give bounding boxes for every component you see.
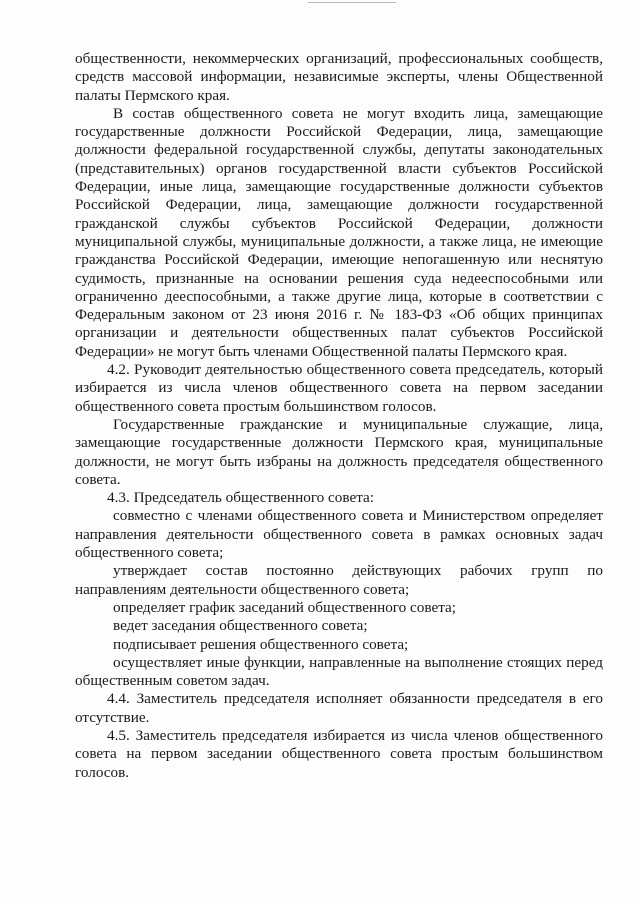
document-body — [75, 50, 603, 782]
paragraph-chair-eligibility: Государственные гражданские и муниципальные служащие, лица, замещающие государственные должности Пермского края, муниципальные должности, не могут быть избраны на должность председателя общественного совета. — [75, 415, 603, 488]
list-item-approve-working-groups: утверждает состав постоянно действующих рабочих групп по направлениям деятельности общественного совета; — [75, 562, 603, 598]
paragraph-4-5: 4.5. Заместитель председателя избирается из числа членов общественного совета на первом заседании общественного совета простым большинством голосов. — [75, 726, 603, 781]
list-item-sign-decisions: подписывает решения общественного совета; — [113, 635, 409, 653]
paragraph-4-4: 4.4. Заместитель председателя исполняет обязанности председателя в его отсутствие. — [75, 690, 603, 726]
paragraph-membership-restrictions: В состав общественного совета не могут входить лица, замещающие государственные должности Российской Федерации, лица, замещающие должности федеральной государственной службы, депутаты законодательных (представительных) органов государственной власти субъектов Российской Федерации, иные лица, замещающие государственные должности субъектов Российской Федерации, лица, замещающие должности государственной гражданской службы субъектов Российской Федерации, должности муниципальной службы, муниципальные должности, а также лица, не имеющие гражданства Российской Федерации, имеющие непогашенную или неснятую судимость, признанные на основании решения суда недееспособными или ограниченно дееспособными, а также другие лица, которые в соответствии с Федеральным законом от 23 июня 2016 г. № 183-ФЗ «Об общих принципах организации и деятельности общественных палат субъектов Российской Федерации» не могут быть членами Общественной палаты Пермского края. — [75, 104, 603, 360]
list-item-other-functions: осуществляет иные функции, направленные на выполнение стоящих перед общественным советом задач. — [75, 653, 603, 690]
list-item-meeting-schedule: определяет график заседаний общественного совета; — [113, 598, 456, 616]
paragraph-4-3-heading: 4.3. Председатель общественного совета: — [107, 489, 374, 507]
list-item-conduct-meetings: ведет заседания общественного совета; — [113, 617, 368, 635]
list-item-define-directions: совместно с членами общественного совета и Министерством определяет направления деятельности общественного совета в рамках основных задач общественного совета; — [75, 507, 603, 562]
paragraph-continuation: общественности, некоммерческих организаций, профессиональных сообществ, средств массовой информации, независимые эксперты, члены Общественной палаты Пермского края. — [75, 50, 603, 104]
top-edge-line — [308, 2, 396, 3]
paragraph-4-2: 4.2. Руководит деятельностью общественного совета председатель, который избирается из числа членов общественного совета на первом заседании общественного совета простым большинством голосов. — [75, 361, 603, 415]
